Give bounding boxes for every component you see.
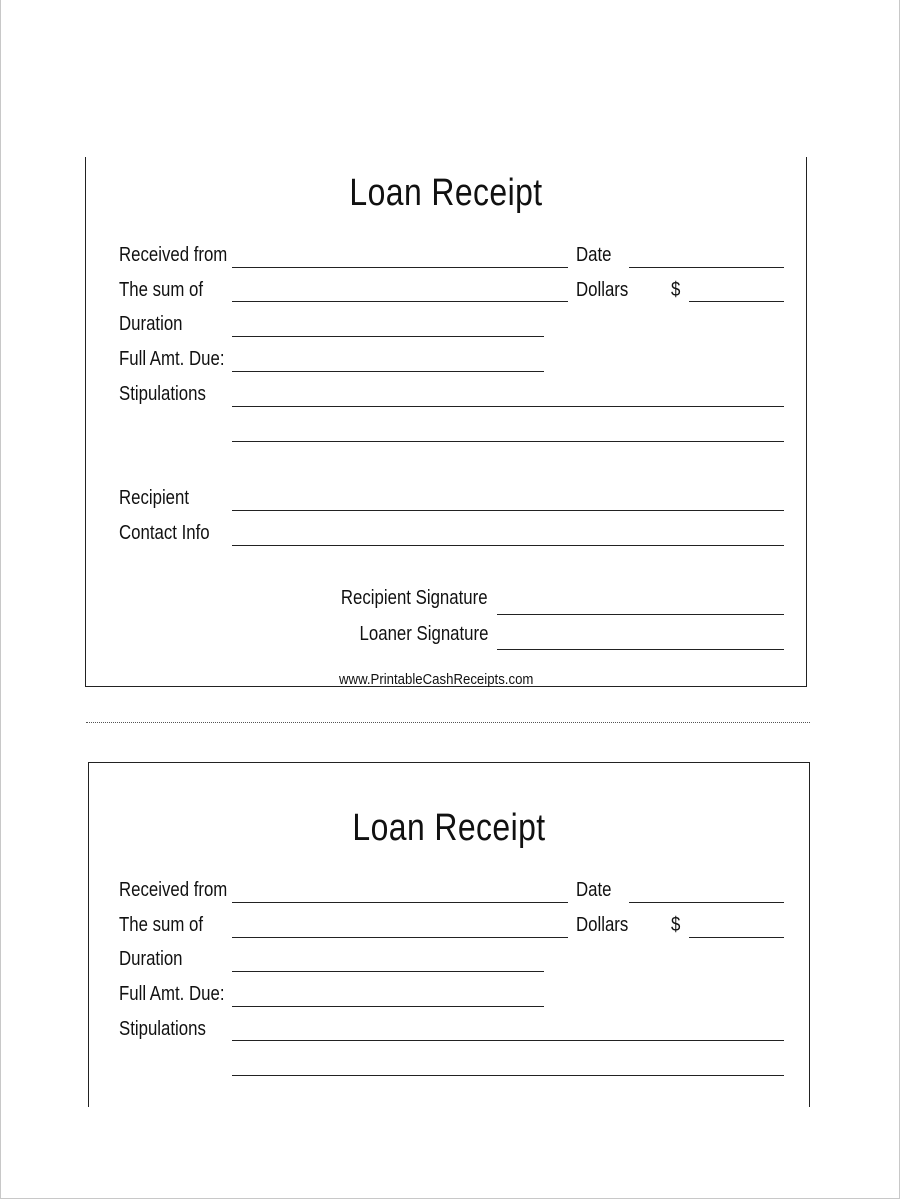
recipient-signature-label: Recipient Signature <box>341 587 488 609</box>
duration-field[interactable] <box>232 971 544 972</box>
loan-receipt-1 <box>85 157 807 687</box>
full-amt-due-label: Full Amt. Due: <box>119 348 225 370</box>
dollars-label: Dollars <box>576 279 629 301</box>
date-label: Date <box>576 244 612 266</box>
dollar-sign: $ <box>671 914 681 936</box>
dollar-amount-field[interactable] <box>689 937 784 938</box>
full-amt-due-field[interactable] <box>232 371 544 372</box>
stipulations-label: Stipulations <box>119 1018 206 1040</box>
sum-of-field[interactable] <box>232 301 568 302</box>
loaner-signature-label: Loaner Signature <box>359 623 488 645</box>
received-from-field[interactable] <box>232 267 568 268</box>
stipulations-field-2[interactable] <box>232 441 784 442</box>
sum-of-label: The sum of <box>119 279 204 301</box>
dollars-label: Dollars <box>576 914 629 936</box>
loaner-signature-field[interactable] <box>497 649 784 650</box>
recipient-signature-field[interactable] <box>497 614 784 615</box>
stipulations-label: Stipulations <box>119 383 206 405</box>
received-from-field[interactable] <box>232 902 568 903</box>
dollar-sign: $ <box>671 279 681 301</box>
date-label: Date <box>576 879 612 901</box>
recipient-field[interactable] <box>232 510 784 511</box>
dollar-amount-field[interactable] <box>689 301 784 302</box>
full-amt-due-label: Full Amt. Due: <box>119 983 225 1005</box>
received-from-label: Received from <box>119 879 228 901</box>
receipt-title: Loan Receipt <box>349 172 543 214</box>
duration-field[interactable] <box>232 336 544 337</box>
loan-receipt-2 <box>88 762 810 1107</box>
stipulations-field-1[interactable] <box>232 406 784 407</box>
duration-label: Duration <box>119 313 183 335</box>
contact-info-label: Contact Info <box>119 522 210 544</box>
sum-of-label: The sum of <box>119 914 204 936</box>
website-footer: www.PrintableCashReceipts.com <box>339 671 534 688</box>
date-field[interactable] <box>629 267 784 268</box>
contact-info-field[interactable] <box>232 545 784 546</box>
receipt-title: Loan Receipt <box>352 807 546 849</box>
cut-line <box>86 722 810 723</box>
stipulations-field-2[interactable] <box>232 1075 784 1076</box>
stipulations-field-1[interactable] <box>232 1040 784 1041</box>
full-amt-due-field[interactable] <box>232 1006 544 1007</box>
received-from-label: Received from <box>119 244 228 266</box>
duration-label: Duration <box>119 948 183 970</box>
recipient-label: Recipient <box>119 487 190 509</box>
sum-of-field[interactable] <box>232 937 568 938</box>
date-field[interactable] <box>629 902 784 903</box>
